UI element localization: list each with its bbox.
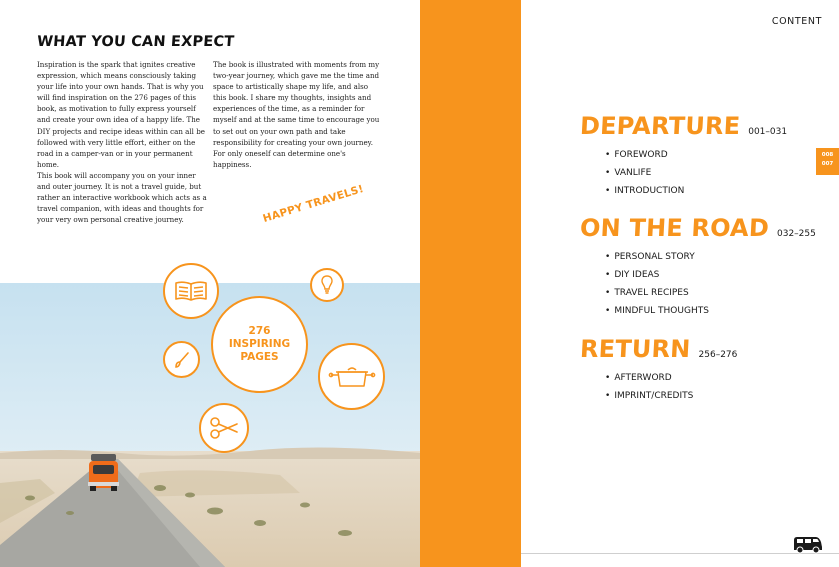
light-bulb-icon xyxy=(310,268,344,302)
toc-item[interactable]: • FOREWORD xyxy=(605,146,787,164)
toc-page-range: 032–255 xyxy=(777,229,816,239)
intro-paragraph: The book is illustrated with moments from my two-year journey, which gave me the time and space to artistically shape my life, and also this book. I share my thoughts, insights and experiences of the time, as a reminder for myself and at the same time to encourage you to set out on your own path and take responsibility for creating your own journey. For only oneself can determine one's happiness. xyxy=(213,60,380,169)
inspiring-pages-label: PAGES xyxy=(240,351,279,363)
toc-item[interactable]: • VANLIFE xyxy=(605,164,787,182)
toc-item[interactable]: • TRAVEL RECIPES xyxy=(605,284,816,302)
intro-paragraph: Inspiration is the spark that ignites creative expression, which means consciously taking your life into your own hands. That is why you will find inspiration on the 276 pages of this book, as motivation to fully express yourself and create your own idea of a happy life. The DIY projects and recipe ideas within can all be followed with very little effort, either on the road in a camper-van or in your permanent home. xyxy=(37,60,205,169)
toc-section-title[interactable]: RETURN xyxy=(579,335,692,363)
book-icon xyxy=(163,263,219,319)
scissors-icon xyxy=(199,403,249,453)
toc-item[interactable]: • INTRODUCTION xyxy=(605,182,787,200)
toc-section-title[interactable]: DEPARTURE xyxy=(579,112,741,140)
toc-section-departure xyxy=(580,112,787,200)
page-number-right: 007 xyxy=(821,161,834,167)
toc-section-return xyxy=(580,335,737,405)
intro-column-1 xyxy=(37,59,207,225)
toc-section-on-the-road xyxy=(580,214,816,320)
page-number-tab xyxy=(816,148,839,175)
content-label: CONTENT xyxy=(771,16,822,27)
toc-item[interactable]: • IMPRINT/CREDITS xyxy=(605,387,737,405)
toc-item[interactable]: • MINDFUL THOUGHTS xyxy=(605,302,816,320)
cooking-pot-icon xyxy=(318,343,385,410)
toc-page-range: 256–276 xyxy=(698,350,738,360)
intro-paragraph: This book will accompany you on your inner and outer journey. It is not a travel guide, but rather an interactive workbook which acts as a travel companion, with ideas and thoughts for your very own personal creative journey. xyxy=(37,170,207,225)
happy-travels-note: HAPPY TRAVELS! xyxy=(261,182,366,225)
orange-gutter-band xyxy=(420,0,521,567)
inspiring-pages-count: 276 xyxy=(248,325,271,337)
page-heading: WHAT YOU CAN EXPECT xyxy=(36,34,235,50)
toc-item[interactable]: • DIY IDEAS xyxy=(605,266,816,284)
page-number-left: 008 xyxy=(821,152,834,158)
paint-brush-icon xyxy=(163,341,200,378)
inspiring-pages-badge xyxy=(211,296,308,393)
toc-section-title[interactable]: ON THE ROAD xyxy=(579,214,770,242)
toc-item[interactable]: • AFTERWORD xyxy=(605,369,737,387)
inspiring-pages-label: INSPIRING xyxy=(228,338,291,350)
intro-column-2 xyxy=(213,59,383,170)
camper-van-icon xyxy=(792,534,824,554)
toc-page-range: 001–031 xyxy=(748,127,788,137)
toc-item[interactable]: • PERSONAL STORY xyxy=(605,248,816,266)
